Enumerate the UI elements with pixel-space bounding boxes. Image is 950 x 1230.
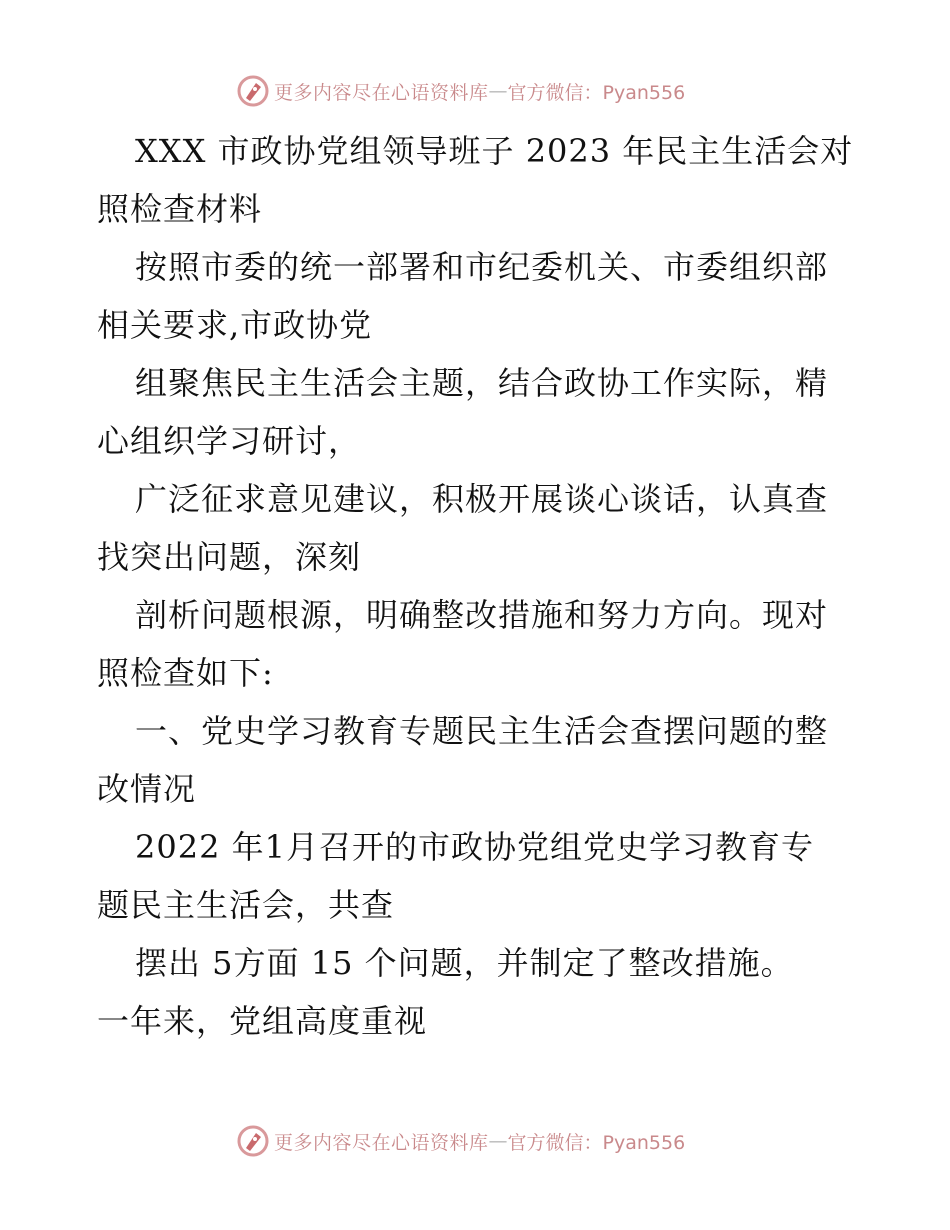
watermark-brand-text: 更多内容尽在心语资料库 [274,1131,489,1154]
paragraph-line: 照检查如下: [97,654,274,692]
watermark-brand-text: 更多内容尽在心语资料库 [274,81,489,104]
paragraph-line: 找突出问题，深刻 [97,538,362,576]
paragraph-line: 剖析问题根源，明确整改措施和努力方向。现对 [135,596,829,634]
paragraph-line: 按照市委的统一部署和市纪委机关、市委组织部 [135,248,829,286]
pen-nib-circle-icon [236,1124,270,1158]
paragraph-line: 摆出 5方面 15 个问题，并制定了整改措施。 [135,944,794,982]
section-heading-line: 改情况 [97,770,197,808]
paragraph-line: 相关要求,市政协党 [97,306,373,344]
paragraph-line: 广泛征求意见建议，积极开展谈心谈话，认真查 [135,480,829,518]
header-watermark [236,74,685,108]
watermark-separator: — [488,1130,508,1152]
paragraph-line: 一年来，党组高度重视 [97,1002,428,1040]
section-heading-line: 一、党史学习教育专题民主生活会查摆问题的整 [135,712,829,750]
footer-watermark [236,1124,685,1158]
paragraph-line: 心组织学习研讨， [97,422,362,460]
paragraph-line: 2022 年1月召开的市政协党组党史学习教育专 [135,828,814,866]
paragraph-line: 组聚焦民主生活会主题，结合政协工作实际，精 [135,364,829,402]
title-line-1: XXX 市政协党组领导班子 2023 年民主生活会对 [135,132,854,170]
title-line-2: 照检查材料 [97,190,263,228]
paragraph-line: 题民主生活会，共查 [97,886,395,924]
pen-nib-circle-icon [236,74,270,108]
document-body [97,122,857,1050]
watermark-contact-text: 官方微信：Pyan556 [507,1131,686,1154]
watermark-contact-text: 官方微信：Pyan556 [507,81,686,104]
watermark-separator: — [488,80,508,102]
